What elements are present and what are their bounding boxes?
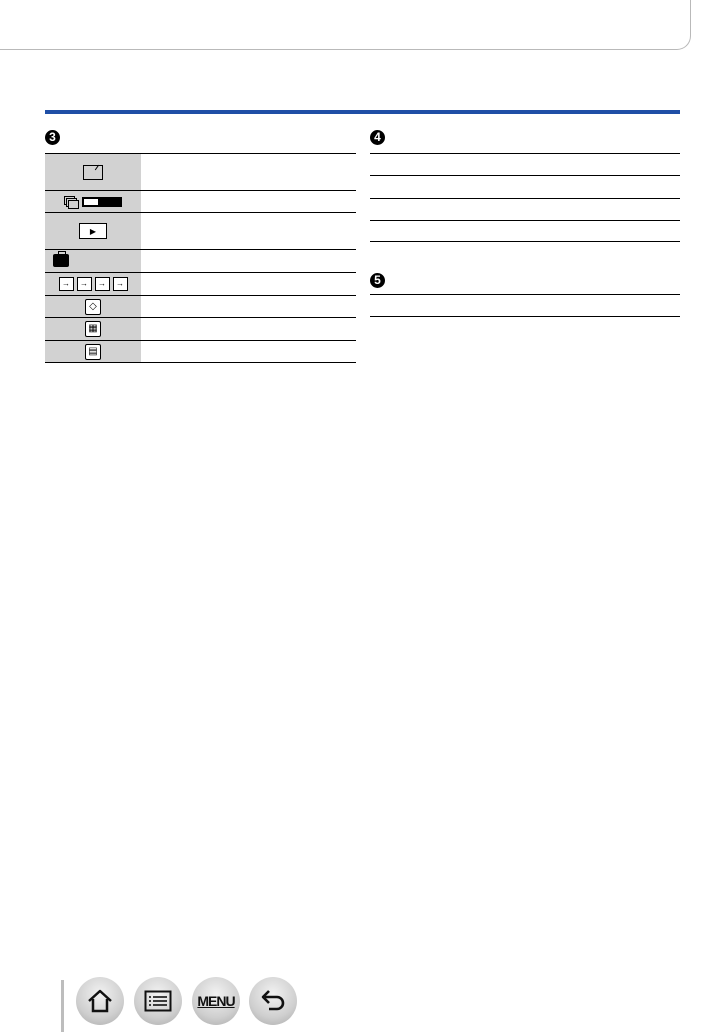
icon-cell <box>45 318 141 340</box>
desc-cell <box>141 341 356 362</box>
silent-icon: ◇ <box>85 299 101 315</box>
travel-case-icon <box>53 254 69 267</box>
table-rule <box>370 294 680 295</box>
wifi-send-icon: → <box>77 277 92 291</box>
table-row <box>45 340 356 363</box>
touch-frame-icon <box>83 165 103 180</box>
desc-cell <box>141 318 356 340</box>
desc-cell <box>141 273 356 295</box>
icon-cell <box>45 250 141 272</box>
menu-label: MENU <box>197 993 235 1009</box>
back-button[interactable] <box>249 977 297 1025</box>
table-rule <box>370 220 680 221</box>
icon-cell <box>45 191 141 212</box>
trash-icon: ▤ <box>85 344 101 360</box>
battery-bar-icon <box>82 197 122 207</box>
table-row <box>45 190 356 212</box>
home-icon <box>86 988 114 1014</box>
section-divider <box>45 110 680 114</box>
icon-cell <box>45 273 141 295</box>
list-icon <box>144 990 172 1012</box>
section-5-marker: 5 <box>370 273 385 288</box>
table-row <box>45 295 356 317</box>
icon-cell <box>45 296 141 317</box>
desc-cell <box>141 250 356 272</box>
grid-icon: ▦ <box>85 321 101 337</box>
nav-divider <box>61 980 64 1032</box>
table-rule <box>370 153 680 154</box>
table-rule <box>370 175 680 176</box>
desc-cell <box>141 296 356 317</box>
desc-cell <box>141 213 356 249</box>
burst-icon <box>64 196 78 207</box>
wifi-send-icon: → <box>59 277 74 291</box>
desc-cell <box>141 191 356 212</box>
contents-button[interactable] <box>134 977 182 1025</box>
home-button[interactable] <box>76 977 124 1025</box>
icon-table <box>45 153 356 363</box>
table-row <box>45 153 356 190</box>
icon-cell <box>45 154 141 190</box>
table-row <box>45 317 356 340</box>
desc-cell <box>141 154 356 190</box>
wifi-send-icon: → <box>95 277 110 291</box>
section-3-marker: 3 <box>45 130 60 145</box>
table-row <box>45 249 356 272</box>
icon-cell <box>45 213 141 249</box>
page-header-frame <box>0 0 691 50</box>
table-rule <box>370 198 680 199</box>
table-row <box>45 272 356 295</box>
section-4-marker: 4 <box>370 130 385 145</box>
table-rule <box>370 241 680 242</box>
table-row <box>45 212 356 249</box>
back-icon <box>259 989 287 1013</box>
wifi-send-icon: → <box>113 277 128 291</box>
menu-button[interactable] <box>192 977 240 1025</box>
play-icon: ▶ <box>79 223 107 239</box>
icon-cell <box>45 341 141 362</box>
table-rule <box>370 316 680 317</box>
